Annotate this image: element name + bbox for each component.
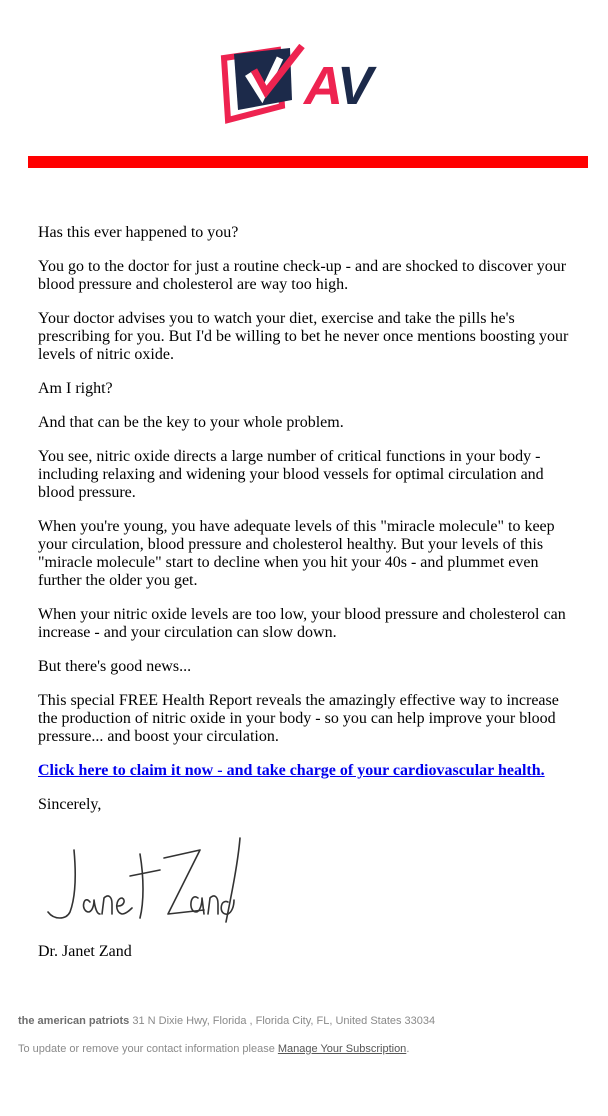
manage-subscription-link[interactable]: Manage Your Subscription xyxy=(277,1043,407,1055)
paragraph: Am I right? xyxy=(38,380,113,397)
logo-mark-icon xyxy=(220,44,396,126)
email-body xyxy=(38,224,570,830)
paragraph: When you're young, you have adequate levels of this "miracle molecule" to keep your circulation, blood pressure and cholesterol healthy. But your levels of this "miracle molecule" start to decline when you hit your 40s - and plummet even further the older you get. xyxy=(38,518,555,589)
signer-name: Dr. Janet Zand xyxy=(38,943,132,960)
cta-link[interactable]: Click here to claim it now - and take charge of your cardiovascular health. xyxy=(38,762,545,779)
update-text: To update or remove your contact information please xyxy=(18,1043,275,1055)
paragraph: Your doctor advises you to watch your diet, exercise and take the pills he's prescribing for you. But I'd be willing to bet he never once mentions boosting your levels of nitric oxide. xyxy=(38,310,569,363)
footer-period: . xyxy=(406,1043,410,1055)
svg-text:AV: AV xyxy=(304,56,372,116)
handwritten-signature xyxy=(40,832,250,932)
header-divider-bar xyxy=(28,156,588,168)
footer-address-line xyxy=(18,1013,598,1029)
cta-paragraph xyxy=(38,762,570,780)
company-address: 31 N Dixie Hwy, Florida , Florida City, FL, United States 33034 xyxy=(132,1015,436,1027)
email-footer xyxy=(18,1013,598,1057)
signature-image xyxy=(40,832,250,932)
paragraph: But there's good news... xyxy=(38,658,192,675)
brand-logo xyxy=(220,44,396,126)
company-name: the american patriots xyxy=(18,1015,130,1027)
paragraph: Has this ever happened to you? xyxy=(38,224,239,241)
paragraph: When your nitric oxide levels are too low, your blood pressure and cholesterol can increase - and your circulation can slow down. xyxy=(38,606,566,641)
paragraph: You see, nitric oxide directs a large number of critical functions in your body - including relaxing and widening your blood vessels for optimal circulation and blood pressure. xyxy=(38,448,544,501)
paragraph: You go to the doctor for just a routine check-up - and are shocked to discover your blood pressure and cholesterol are way too high. xyxy=(38,258,567,293)
footer-unsubscribe-line xyxy=(18,1041,598,1057)
paragraph: This special FREE Health Report reveals the amazingly effective way to increase the production of nitric oxide in your body - so you can help improve your blood pressure... and boost your circulation. xyxy=(38,692,559,745)
closing-text: Sincerely, xyxy=(38,796,102,813)
paragraph: And that can be the key to your whole problem. xyxy=(38,414,344,431)
